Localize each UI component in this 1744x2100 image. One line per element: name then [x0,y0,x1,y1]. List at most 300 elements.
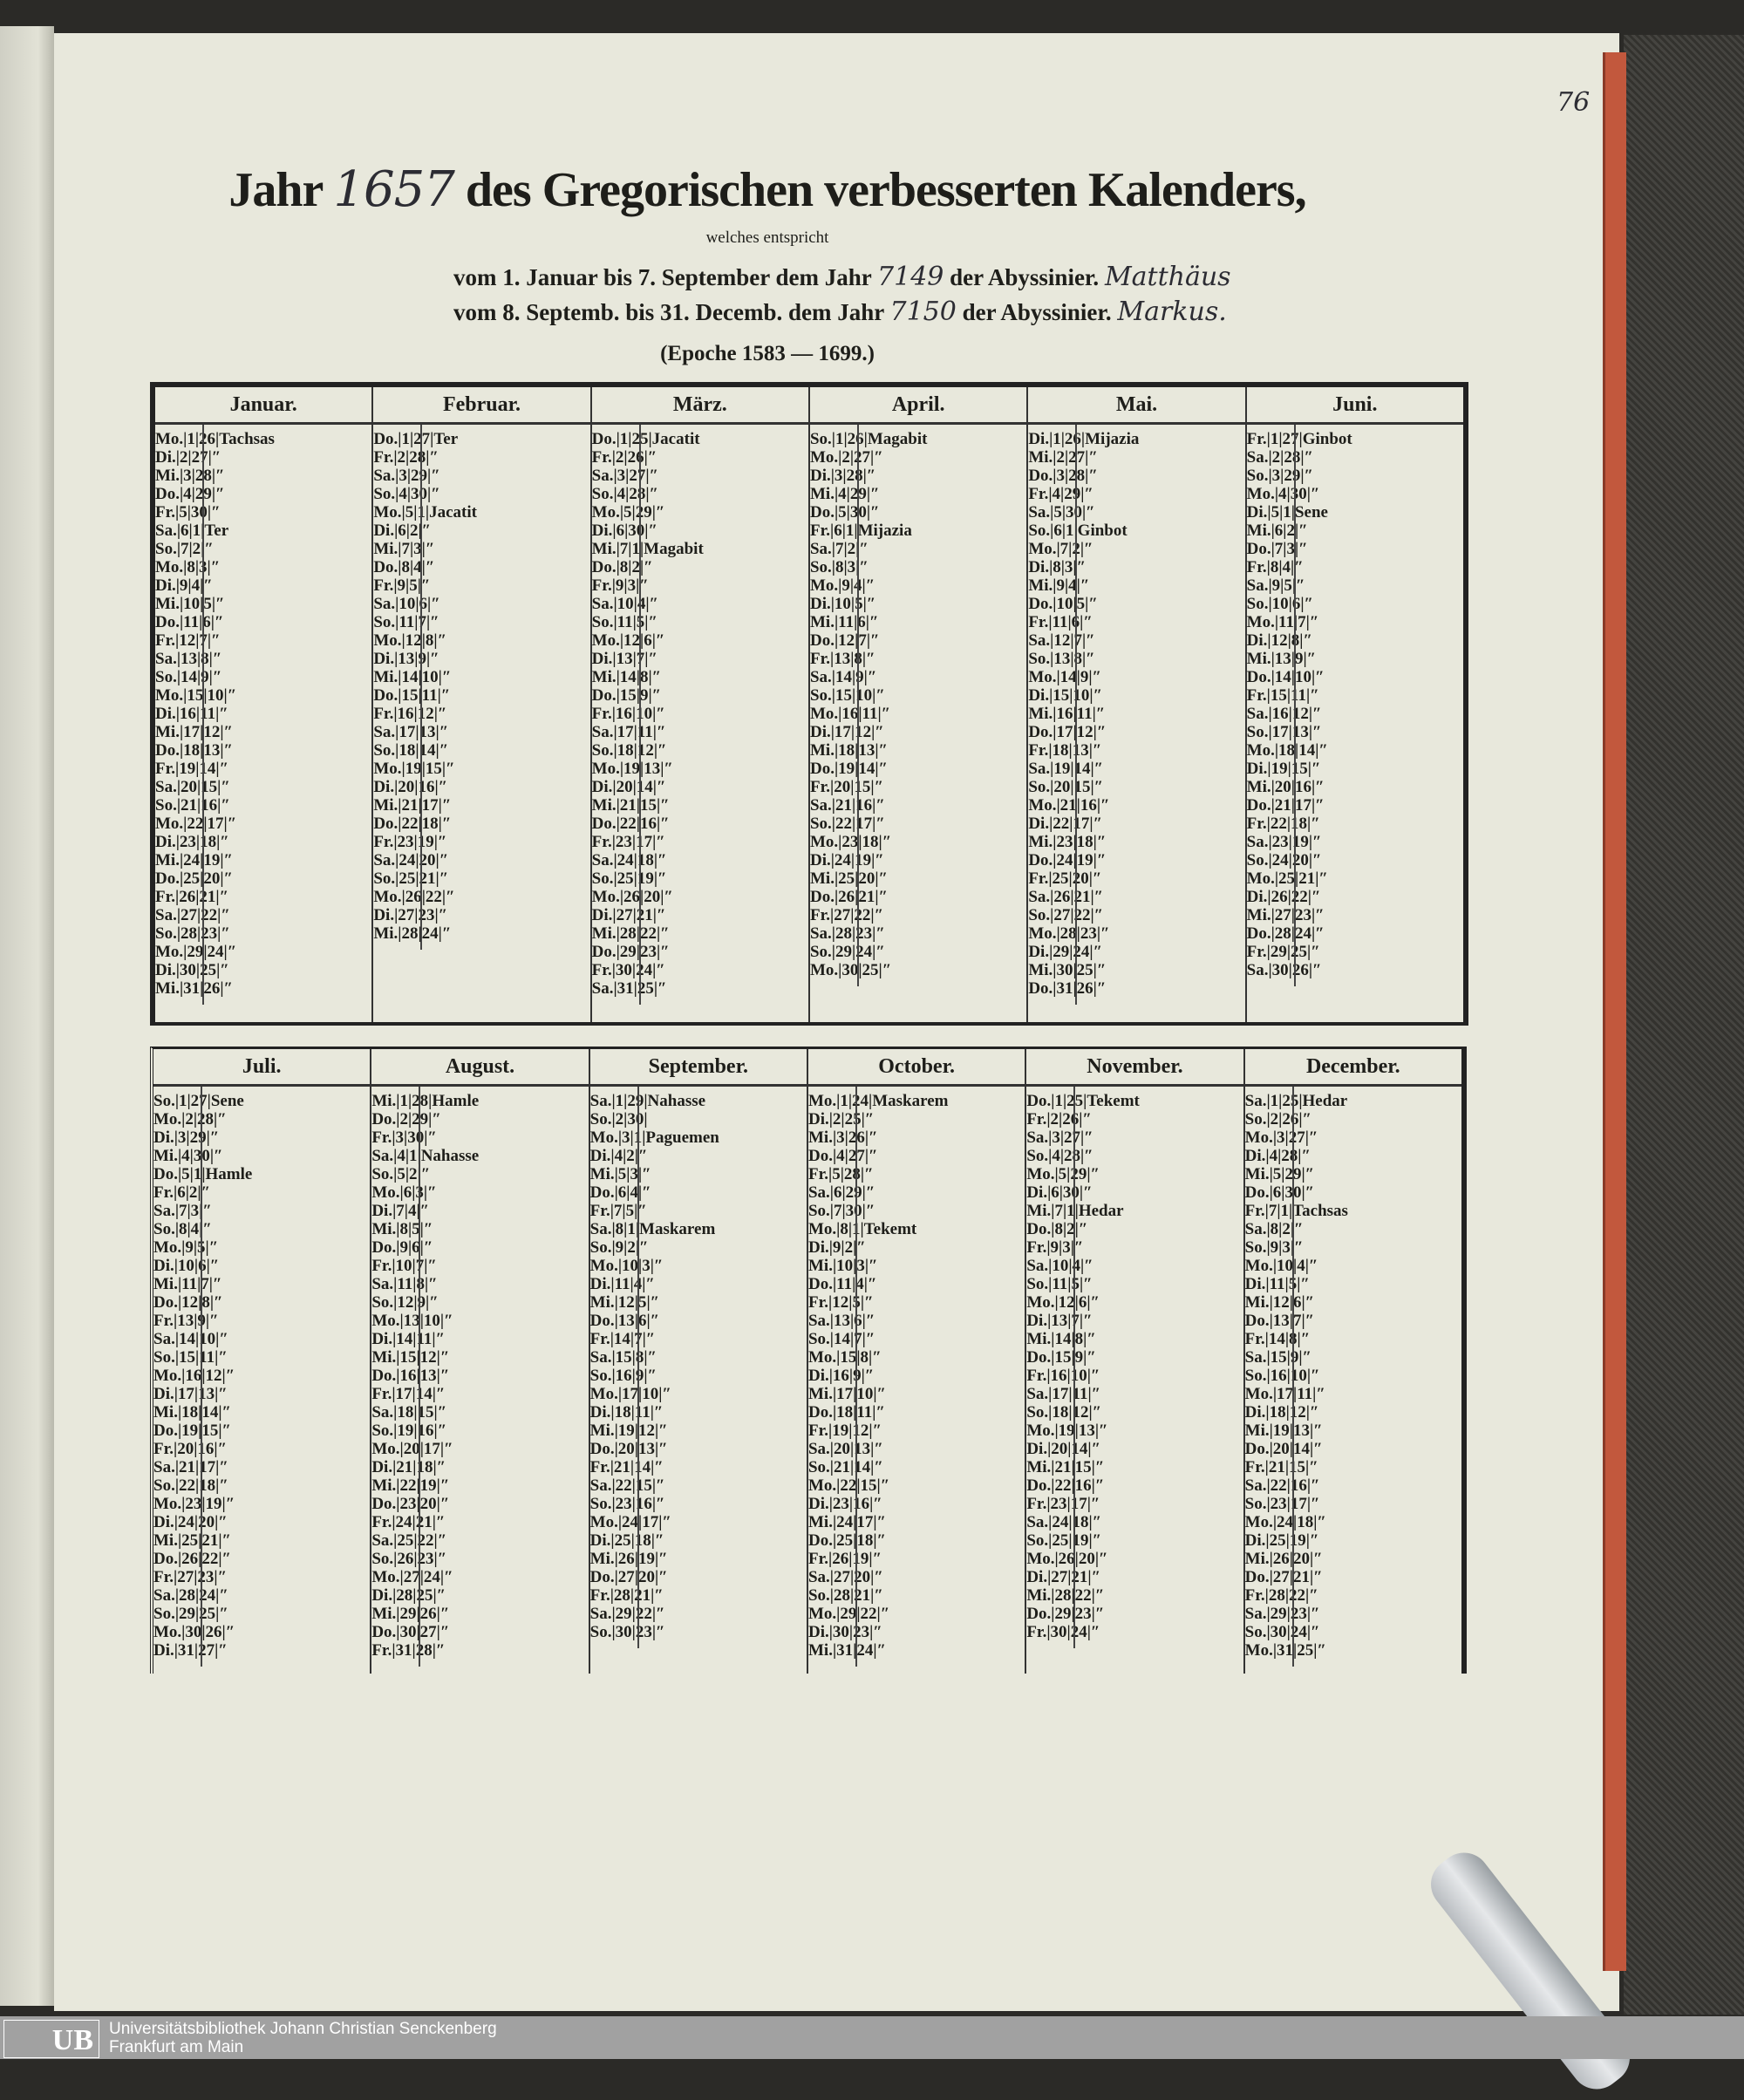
day-row: Mi.|17|12|″ [155,723,234,741]
day-row: Sa.|14|9|″ [809,668,877,686]
day-row: Do.|9|6|″ [371,1238,433,1257]
day-row: Di.|9|4|″ [155,576,213,595]
month-header: November. [1026,1049,1243,1087]
day-row: Mo.|15|10|″ [155,686,237,705]
day-row: Di.|24|20|″ [153,1513,228,1531]
day-row: Di.|16|9|″ [807,1367,875,1385]
day-row: Sa.|6|29|″ [807,1183,875,1202]
day-row: Fr.|8|4|″ [1246,558,1304,576]
day-row: Fr.|9|3|″ [591,576,649,595]
day-row: Do.|4|29|″ [155,485,225,503]
day-row: Do.|18|13|″ [155,741,234,760]
day-row: Di.|31|27|″ [153,1641,228,1660]
day-row: Fr.|16|12|″ [373,705,447,723]
day-row: Mo.|21|16|″ [1028,796,1110,815]
day-row: Fr.|3|30|″ [371,1128,437,1147]
day-row: Mo.|12|6|″ [591,631,665,650]
day-row: Fr.|14|8|″ [1244,1330,1311,1348]
day-row: Di.|9|2|″ [807,1238,866,1257]
day-row: Mi.|11|6|″ [809,613,879,631]
day-row: Di.|13|7|″ [1026,1312,1093,1330]
day-row: Di.|23|18|″ [155,833,229,851]
day-row: Mi.|16|11|″ [1028,705,1106,723]
day-row: So.|28|21|″ [807,1586,883,1605]
day-row: So.|14|7|″ [807,1330,875,1348]
month-column [808,1049,1026,1674]
day-row: Di.|10|6|″ [153,1257,220,1275]
day-row: Mi.|21|15|″ [591,796,670,815]
day-row: So.|6|1|Ginbot [1028,522,1127,540]
day-row: Mi.|31|26|″ [155,979,234,998]
day-row: Fr.|15|11|″ [1246,686,1319,705]
day-row: Do.|28|24|″ [1246,924,1325,943]
day-row: Di.|20|14|″ [1026,1440,1101,1458]
day-row: Sa.|7|2|″ [809,540,869,558]
day-row: Mi.|25|21|″ [153,1531,232,1550]
day-row: Mi.|10|3|″ [807,1257,878,1275]
day-row: Mo.|16|12|″ [153,1367,235,1385]
epoch-label: (Epoche 1583 — 1699.) [660,342,875,365]
day-row: Mi.|6|2|″ [1246,522,1308,540]
day-row: Mi.|5|3|″ [589,1165,651,1183]
library-city: Frankfurt am Main [109,2038,244,2056]
day-row: Mo.|18|14|″ [1246,741,1328,760]
day-row: Sa.|17|11|″ [591,723,666,741]
day-row: Di.|11|5|″ [1244,1275,1310,1293]
day-row: Do.|8|4|″ [373,558,435,576]
day-row: So.|7|30|″ [807,1202,875,1220]
day-row: Do.|11|4|″ [807,1275,877,1293]
day-row: So.|26|23|″ [371,1550,447,1568]
day-row: Fr.|27|23|″ [153,1568,228,1586]
day-row: Mi.|24|19|″ [155,851,234,869]
day-row: So.|20|15|″ [1028,778,1104,796]
day-row: Di.|27|21|″ [591,906,666,924]
day-row: Do.|12|7|″ [809,631,880,650]
day-row: Fr.|2|26|″ [1026,1110,1092,1128]
day-row: Di.|5|1|Sene [1246,503,1328,522]
day-row: So.|11|7|″ [373,613,439,631]
day-row: So.|8|3|″ [809,558,869,576]
month-column [153,1049,371,1674]
day-row: Mi.|11|7|″ [153,1275,222,1293]
calendar-first-half [150,382,1468,1026]
day-row: Do.|13|6|″ [589,1312,660,1330]
day-row: Sa.|21|16|″ [809,796,885,815]
day-row: Mo.|10|4|″ [1244,1257,1318,1275]
month-rows [590,1087,807,1641]
library-name: Universitätsbibliothek Johann Christian Senckenberg [109,2020,497,2038]
day-row: Fr.|23|17|″ [1026,1495,1100,1513]
day-row: Fr.|27|22|″ [809,906,884,924]
day-row: Sa.|1|25|Hedar [1244,1092,1348,1110]
day-row: Mi.|28|24|″ [373,924,452,943]
day-row: Mo.|26|20|″ [1026,1550,1108,1568]
day-row: Do.|8|2|″ [1026,1220,1088,1238]
day-row: Di.|10|5|″ [809,595,876,613]
day-row: So.|30|23|″ [589,1623,665,1641]
line-text: vom 8. Septemb. bis 31. Decemb. dem Jahr [453,299,884,325]
day-row: Mi.|26|20|″ [1244,1550,1323,1568]
day-row: Sa.|14|10|″ [153,1330,228,1348]
day-row: Mo.|3|27|″ [1244,1128,1318,1147]
day-row: So.|18|14|″ [373,741,449,760]
day-row: Do.|1|27|Ter [373,430,459,448]
day-row: Sa.|23|19|″ [1246,833,1322,851]
day-row: Mi.|9|4|″ [1028,576,1090,595]
day-row: Do.|18|11|″ [807,1403,885,1422]
day-row: Di.|16|11|″ [155,705,228,723]
day-row: Mo.|10|3|″ [589,1257,664,1275]
day-row: Fr.|20|15|″ [809,778,884,796]
day-row: So.|27|22|″ [1028,906,1104,924]
day-row: So.|28|23|″ [155,924,230,943]
day-row: Mo.|19|13|″ [591,760,673,778]
day-row: Sa.|22|16|″ [1244,1476,1320,1495]
day-row: Mi.|28|22|″ [1026,1586,1105,1605]
day-row: So.|18|12|″ [591,741,667,760]
day-row: Mo.|5|29|″ [1026,1165,1100,1183]
day-row: Fr.|19|12|″ [807,1422,882,1440]
day-row: Di.|27|21|″ [1026,1568,1101,1586]
day-row: So.|23|16|″ [589,1495,665,1513]
day-row: Mo.|1|26|Tachsas [155,430,275,448]
month-header: September. [590,1049,807,1087]
day-row: So.|16|9|″ [589,1367,657,1385]
library-footer [0,2016,1744,2059]
day-row: Mi.|7|3|″ [373,540,435,558]
day-row: Mo.|16|11|″ [809,705,891,723]
day-row: Fr.|28|22|″ [1244,1586,1318,1605]
month-column [371,1049,589,1674]
day-row: Mi.|19|12|″ [589,1422,668,1440]
day-row: Do.|25|18|″ [807,1531,887,1550]
day-row: Mi.|24|17|″ [807,1513,886,1531]
month-column [590,1049,808,1674]
day-row: Sa.|13|6|″ [807,1312,875,1330]
day-row: Fr.|13|8|″ [809,650,875,668]
day-row: Sa.|15|9|″ [1244,1348,1312,1367]
day-row: Sa.|10|6|″ [373,595,440,613]
day-row: Sa.|11|8|″ [371,1275,438,1293]
day-row: Sa.|21|17|″ [153,1458,228,1476]
day-row: Mi.|1|28|Hamle [371,1092,480,1110]
day-row: Fr.|20|16|″ [153,1440,228,1458]
day-row: Do.|23|20|″ [371,1495,450,1513]
month-rows [155,425,371,998]
day-row: Mo.|12|8|″ [373,631,447,650]
day-row: Di.|6|30|″ [591,522,657,540]
day-row: Di.|28|25|″ [371,1586,446,1605]
day-row: Di.|13|7|″ [591,650,657,668]
day-row: Mi.|8|5|″ [371,1220,433,1238]
day-row: So.|25|19|″ [591,869,667,888]
day-row: So.|29|24|″ [809,943,885,961]
day-row: Sa.|22|15|″ [589,1476,665,1495]
day-row: Fr.|9|5|″ [373,576,431,595]
day-row: Do.|8|2|″ [591,558,653,576]
day-row: Mi.|30|25|″ [1028,961,1107,979]
day-row: Sa.|28|23|″ [809,924,885,943]
day-row: Mo.|19|15|″ [373,760,455,778]
day-row: Mo.|23|19|″ [153,1495,235,1513]
day-row: So.|14|9|″ [155,668,222,686]
day-row: Fr.|2|26|″ [591,448,657,467]
day-row: Do.|20|14|″ [1244,1440,1323,1458]
page-edge [1603,52,1626,1971]
month-column [592,387,810,1022]
day-row: So.|13|8|″ [1028,650,1095,668]
day-row: Fr.|23|17|″ [591,833,665,851]
day-row: Sa.|6|1|Ter [155,522,229,540]
day-row: Di.|24|19|″ [809,851,884,869]
day-row: Mi.|28|22|″ [591,924,670,943]
month-column [155,387,373,1022]
day-row: Sa.|3|29|″ [373,467,440,485]
day-row: Mi.|18|13|″ [809,741,888,760]
day-row: Sa.|20|13|″ [807,1440,883,1458]
month-header: März. [592,387,808,425]
handwritten-note: Matthäus [1104,262,1231,292]
day-row: Sa.|18|15|″ [371,1403,447,1422]
day-row: Mo.|17|11|″ [1244,1385,1325,1403]
day-row: So.|5|2|″ [371,1165,431,1183]
day-row: Mi.|14|10|″ [373,668,452,686]
day-row: Fr.|22|18|″ [1246,815,1320,833]
day-row: Fr.|6|2|″ [153,1183,211,1202]
day-row: Do.|5|1|Hamle [153,1165,253,1183]
month-rows [1028,425,1244,998]
book-binding [1624,35,1744,2015]
day-row: Sa.|28|24|″ [153,1586,228,1605]
day-row: Sa.|15|8|″ [589,1348,657,1367]
day-row: Mi.|7|1|Hedar [1026,1202,1124,1220]
day-row: Do.|20|13|″ [589,1440,668,1458]
day-row: Mo.|26|22|″ [373,888,455,906]
day-row: Di.|18|12|″ [1244,1403,1319,1422]
day-row: Mo.|24|18|″ [1244,1513,1326,1531]
day-row: Di.|30|23|″ [807,1623,882,1641]
day-row: Di.|7|4|″ [371,1202,430,1220]
day-row: Do.|31|26|″ [1028,979,1107,998]
day-row: Di.|12|8|″ [1246,631,1312,650]
day-row: So.|11|5|″ [1026,1275,1093,1293]
day-row: Di.|21|18|″ [371,1458,446,1476]
day-row: Fr.|26|19|″ [807,1550,882,1568]
day-row: Do.|21|17|″ [1246,796,1325,815]
month-rows [153,1087,370,1660]
day-row: Do.|19|15|″ [153,1422,232,1440]
day-row: Do.|6|30|″ [1244,1183,1315,1202]
day-row: Do.|16|13|″ [371,1367,450,1385]
day-row: Do.|25|20|″ [155,869,234,888]
day-row: Sa.|16|12|″ [1246,705,1322,723]
day-row: Fr.|4|29|″ [1028,485,1093,503]
day-row: So.|15|11|″ [153,1348,228,1367]
day-row: So.|9|2|″ [589,1238,649,1257]
day-row: So.|8|4|″ [153,1220,212,1238]
day-row: Sa.|17|13|″ [373,723,449,741]
day-row: Mo.|31|25|″ [1244,1641,1326,1660]
day-row: Sa.|10|4|″ [1026,1257,1093,1275]
month-header: Januar. [155,387,371,425]
day-row: So.|9|3|″ [1244,1238,1304,1257]
day-row: Mi.|14|8|″ [591,668,662,686]
day-row: Mi.|19|13|″ [1244,1422,1323,1440]
day-row: Di.|17|13|″ [153,1385,228,1403]
month-column [1026,1049,1244,1674]
day-row: Do.|13|7|″ [1244,1312,1315,1330]
day-row: Mi.|10|5|″ [155,595,225,613]
day-row: Do.|4|27|″ [807,1147,878,1165]
day-row: So.|12|9|″ [371,1293,439,1312]
day-row: Sa.|25|22|″ [371,1531,447,1550]
day-row: Do.|17|12|″ [1028,723,1107,741]
day-row: Fr.|16|10|″ [591,705,665,723]
day-row: Mi.|29|26|″ [371,1605,450,1623]
day-row: Di.|3|29|″ [153,1128,220,1147]
day-row: So.|10|6|″ [1246,595,1314,613]
day-row: So.|25|19|″ [1026,1531,1102,1550]
month-column [373,387,591,1022]
day-row: So.|17|13|″ [1246,723,1322,741]
day-row: Fr.|7|5|″ [589,1202,647,1220]
line-post: der Abyssinier. [962,299,1112,325]
day-row: Di.|15|10|″ [1028,686,1103,705]
day-row: So.|4|28|″ [591,485,659,503]
month-column [810,387,1028,1022]
day-row: Do.|10|5|″ [1028,595,1098,613]
day-row: Mi.|27|23|″ [1246,906,1325,924]
day-row: Mo.|13|10|″ [371,1312,453,1330]
day-row: Mo.|4|30|″ [1246,485,1320,503]
day-row: Mo.|9|5|″ [153,1238,219,1257]
day-row: Mo.|9|4|″ [809,576,875,595]
day-row: Fr.|21|15|″ [1244,1458,1318,1476]
day-row: Sa.|27|20|″ [807,1568,883,1586]
day-row: Mo.|2|27|″ [809,448,883,467]
day-row: Mi.|7|1|Magabit [591,540,704,558]
day-row: So.|22|18|″ [153,1476,228,1495]
day-row: Mi.|22|19|″ [371,1476,450,1495]
month-column [1247,387,1463,1022]
day-row: Do.|24|19|″ [1028,851,1107,869]
day-row: Mo.|22|17|″ [155,815,237,833]
day-row: So.|4|28|″ [1026,1147,1093,1165]
day-row: Sa.|8|2|″ [1244,1220,1304,1238]
day-row: Mo.|22|15|″ [807,1476,890,1495]
day-row: Sa.|9|5|″ [1246,576,1305,595]
day-row: Mi.|4|30|″ [153,1147,223,1165]
day-row: So.|1|26|Magabit [809,430,928,448]
day-row: Di.|8|3|″ [1028,558,1087,576]
day-row: So.|1|27|Sene [153,1092,244,1110]
day-row: Sa.|29|22|″ [589,1605,665,1623]
month-rows [371,1087,588,1660]
day-row: Sa.|3|27|″ [591,467,659,485]
day-row: Di.|26|22|″ [1246,888,1321,906]
month-header: August. [371,1049,588,1087]
day-row: Mo.|2|28|″ [153,1110,227,1128]
day-row: Mi.|3|26|″ [807,1128,878,1147]
day-row: So.|15|10|″ [809,686,885,705]
handwritten-year: 1657 [333,161,454,218]
day-row: Mi.|13|9|″ [1246,650,1317,668]
day-row: Di.|23|16|″ [807,1495,882,1513]
day-row: Do.|15|9|″ [1026,1348,1096,1367]
day-row: Do.|22|16|″ [1026,1476,1105,1495]
day-row: Do.|12|8|″ [153,1293,223,1312]
day-row: Sa.|24|18|″ [1026,1513,1102,1531]
line-post: der Abyssinier. [950,264,1100,290]
month-header: December. [1245,1049,1461,1087]
day-row: Do.|15|9|″ [591,686,662,705]
day-row: Mo.|29|22|″ [807,1605,890,1623]
day-row: Fr.|5|28|″ [807,1165,874,1183]
day-row: Di.|30|25|″ [155,961,229,979]
day-row: Mi.|21|17|″ [373,796,452,815]
day-row: Fr.|13|9|″ [153,1312,219,1330]
day-row: So.|3|29|″ [1246,467,1314,485]
day-row: Di.|17|12|″ [809,723,884,741]
month-column [1028,387,1246,1022]
day-row: Di.|18|11|″ [589,1403,664,1422]
day-row: Fr.|7|1|Tachsas [1244,1202,1348,1220]
day-row: Sa.|30|26|″ [1246,961,1322,979]
day-row: Sa.|4|1|Nahasse [371,1147,480,1165]
month-column [1245,1049,1461,1674]
day-row: Di.|19|15|″ [1246,760,1321,778]
month-rows [810,425,1026,979]
day-row: Di.|1|26|Mijazia [1028,430,1140,448]
day-row: Fr.|31|28|″ [371,1641,446,1660]
day-row: Fr.|12|5|″ [807,1293,874,1312]
day-row: Mo.|8|1|Tekemt [807,1220,917,1238]
day-row: Fr.|17|14|″ [371,1385,446,1403]
day-row: Mo.|19|13|″ [1026,1422,1108,1440]
day-row: Fr.|21|14|″ [589,1458,664,1476]
day-row: Di.|25|18|″ [589,1531,664,1550]
day-row: Di.|2|25|″ [807,1110,875,1128]
day-row: Sa.|29|23|″ [1244,1605,1320,1623]
day-row: Di.|22|17|″ [1028,815,1103,833]
line-text: vom 1. Januar bis 7. September dem Jahr [453,264,872,290]
day-row: Sa.|13|8|″ [155,650,222,668]
day-row: So.|7|2|″ [155,540,214,558]
day-row: Fr.|11|6|″ [1028,613,1093,631]
day-row: Sa.|3|27|″ [1026,1128,1093,1147]
day-row: Di.|13|9|″ [373,650,439,668]
month-header: October. [808,1049,1025,1087]
correspondence-line-1 [453,262,1231,292]
day-row: Di.|6|30|″ [1026,1183,1093,1202]
day-row: Mo.|25|21|″ [1246,869,1328,888]
day-row: Sa.|20|15|″ [155,778,230,796]
day-row: So.|23|17|″ [1244,1495,1320,1513]
day-row: Do.|19|14|″ [809,760,889,778]
day-row: Fr.|12|7|″ [155,631,221,650]
day-row: Di.|4|28|″ [1244,1147,1311,1165]
day-row: So.|21|16|″ [155,796,230,815]
day-row: Mo.|7|2|″ [1028,540,1093,558]
day-row: Mo.|8|3|″ [155,558,221,576]
handwritten-year: 7150 [889,297,957,327]
day-row: Di.|14|11|″ [371,1330,446,1348]
day-row: Do.|2|29|″ [371,1110,441,1128]
day-row: Fr.|28|21|″ [589,1586,664,1605]
day-row: Do.|26|21|″ [809,888,889,906]
day-row: Sa.|31|25|″ [591,979,667,998]
